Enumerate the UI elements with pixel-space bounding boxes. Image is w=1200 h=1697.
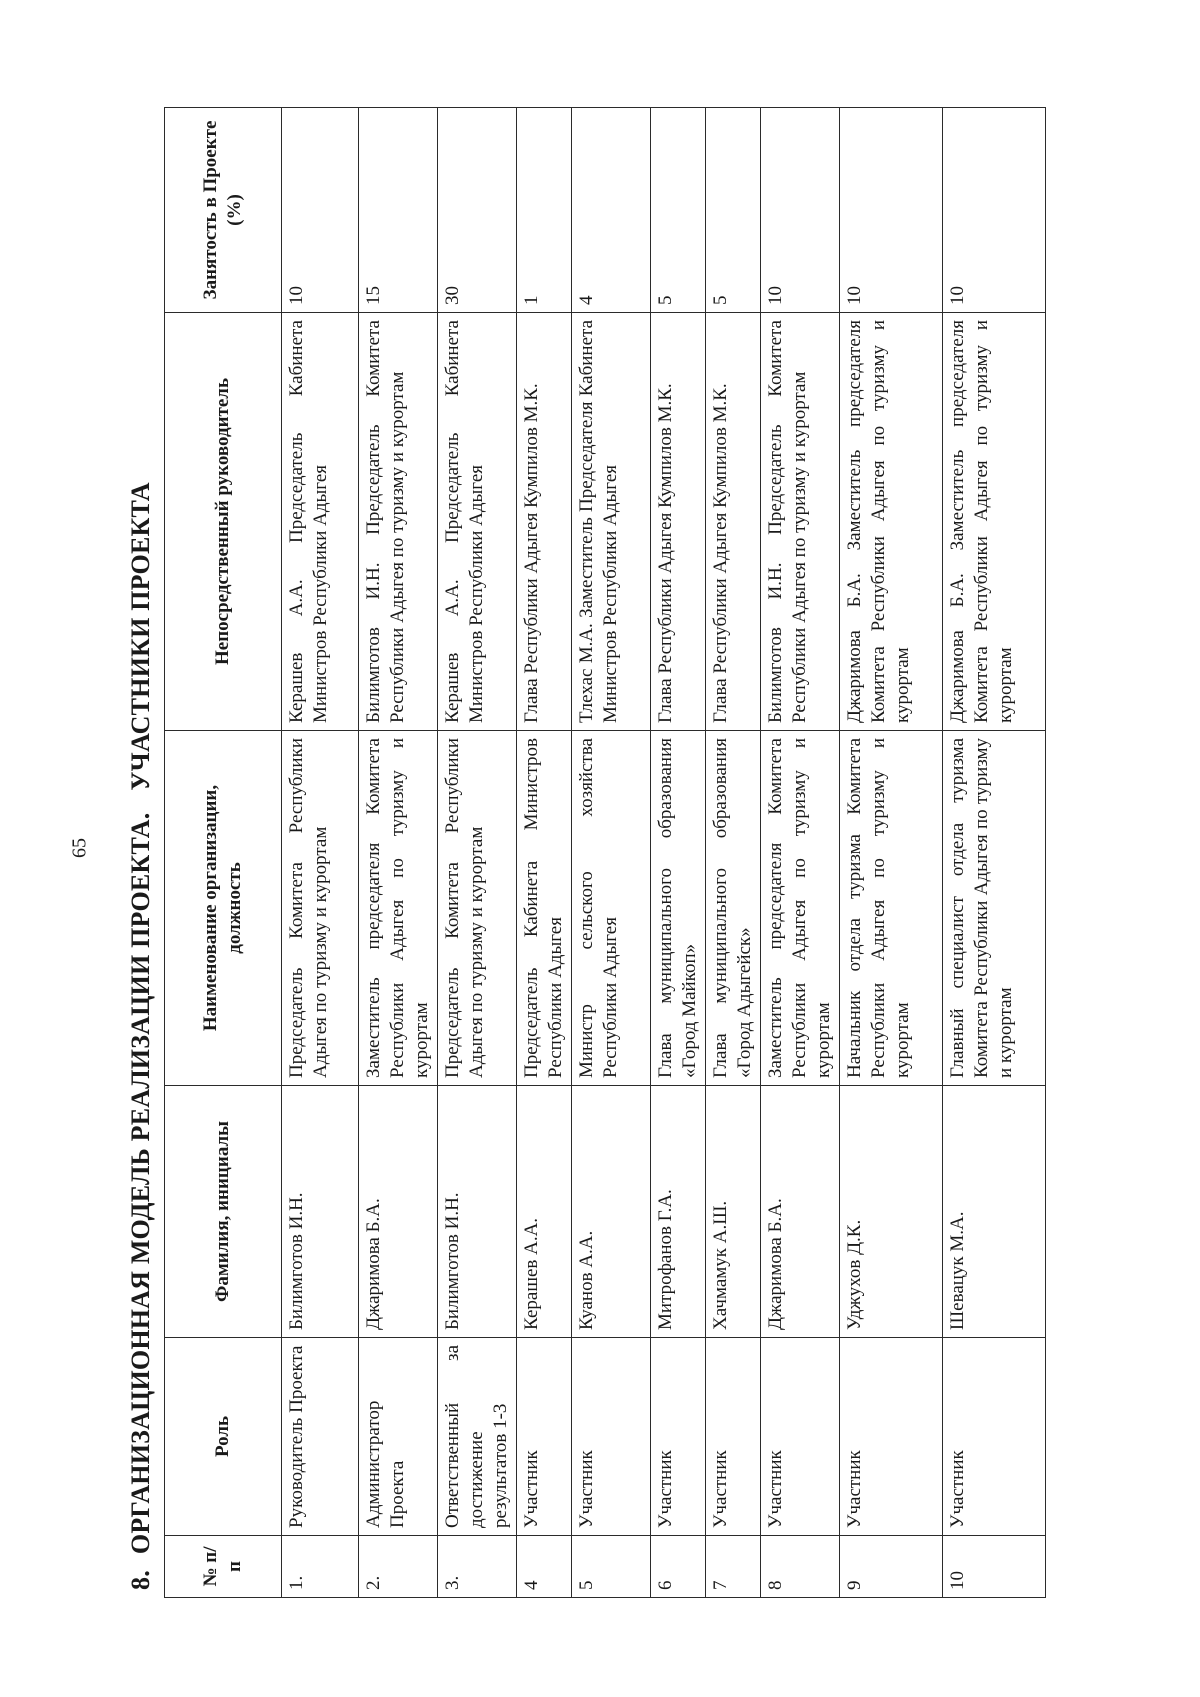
table-row [761,108,840,1598]
cell-manager: Глава Республики Адыгея Кумпилов М.К. [706,313,761,731]
cell-position: Председатель Комитета Республики Адыгея по туризму и курортам [282,731,359,1086]
header-position: Наименование организации, должность [165,731,282,1086]
cell-name: Джаримова Б.А. [761,1086,840,1338]
section-number: 8. [126,1570,155,1590]
cell-name: Шевацук М.А. [943,1086,1046,1338]
table-row [359,108,438,1598]
participants-table [164,107,1046,1598]
cell-name: Митрофанов Г.А. [651,1086,706,1338]
cell-name: Билимготов И.Н. [438,1086,517,1338]
cell-name: Уджухов Д.К. [840,1086,943,1338]
header-manager: Непосредственный руководитель [165,313,282,731]
cell-role: Участник [517,1338,572,1536]
table-row [943,108,1046,1598]
cell-role: Ответственный за достижение результатов 1-3 [438,1338,517,1536]
section-heading [100,98,156,1598]
header-role: Роль [165,1338,282,1536]
cell-load: 10 [943,108,1046,313]
cell-num: 3. [438,1536,517,1598]
cell-load: 10 [282,108,359,313]
page-number: 65 [68,838,91,858]
header-name: Фамилия, инициалы [165,1086,282,1338]
cell-num: 9 [840,1536,943,1598]
cell-role: Участник [761,1338,840,1536]
section-title: ОРГАНИЗАЦИОННАЯ МОДЕЛЬ РЕАЛИЗАЦИИ ПРОЕКТА. [126,812,155,1555]
cell-load: 10 [761,108,840,313]
cell-manager: Джаримова Б.А. Заместитель председателя Комитета Республики Адыгея по туризму и курортам [840,313,943,731]
cell-num: 7 [706,1536,761,1598]
cell-manager: Билимготов И.Н. Председатель Комитета Республики Адыгея по туризму и курортам [359,313,438,731]
table-row [651,108,706,1598]
cell-load: 1 [517,108,572,313]
table-row [438,108,517,1598]
cell-position: Глава муниципального образования «Город Адыгейск» [706,731,761,1086]
table-row [572,108,651,1598]
cell-num: 5 [572,1536,651,1598]
cell-load: 5 [651,108,706,313]
header-load: Занятость в Проекте (%) [165,108,282,313]
header-num: № п/п [165,1536,282,1598]
table-row [706,108,761,1598]
cell-load: 30 [438,108,517,313]
table-row [282,108,359,1598]
cell-name: Билимготов И.Н. [282,1086,359,1338]
cell-role: Участник [840,1338,943,1536]
cell-num: 8 [761,1536,840,1598]
cell-position: Глава муниципального образования «Город Майкоп» [651,731,706,1086]
cell-load: 10 [840,108,943,313]
cell-load: 4 [572,108,651,313]
cell-manager: Билимготов И.Н. Председатель Комитета Республики Адыгея по туризму и курортам [761,313,840,731]
cell-manager: Глава Республики Адыгея Кумпилов М.К. [517,313,572,731]
table-header-row [165,108,282,1598]
cell-num: 4 [517,1536,572,1598]
cell-name: Хачмамук А.Ш. [706,1086,761,1338]
cell-role: Участник [572,1338,651,1536]
rotated-content [100,98,1100,1598]
cell-name: Джаримова Б.А. [359,1086,438,1338]
table-row [517,108,572,1598]
cell-position: Председатель Комитета Республики Адыгея по туризму и курортам [438,731,517,1086]
cell-load: 5 [706,108,761,313]
cell-num: 6 [651,1536,706,1598]
cell-position: Заместитель председателя Комитета Республики Адыгея по туризму и курортам [761,731,840,1086]
cell-manager: Керашев А.А. Председатель Кабинета Министров Республики Адыгея [282,313,359,731]
cell-role: Администратор Проекта [359,1338,438,1536]
cell-position: Начальник отдела туризма Комитета Республики Адыгея по туризму и курортам [840,731,943,1086]
cell-num: 10 [943,1536,1046,1598]
cell-load: 15 [359,108,438,313]
cell-manager: Джаримова Б.А. Заместитель председателя Комитета Республики Адыгея по туризму и курортам [943,313,1046,731]
cell-num: 2. [359,1536,438,1598]
section-subtitle: УЧАСТНИКИ ПРОЕКТА [126,482,155,791]
cell-position: Заместитель председателя Комитета Республики Адыгея по туризму и курортам [359,731,438,1086]
cell-name: Керашев А.А. [517,1086,572,1338]
cell-manager: Тлехас М.А. Заместитель Председателя Кабинета Министров Республики Адыгея [572,313,651,731]
cell-num: 1. [282,1536,359,1598]
cell-role: Участник [651,1338,706,1536]
cell-manager: Глава Республики Адыгея Кумпилов М.К. [651,313,706,731]
table-row [840,108,943,1598]
cell-role: Участник [706,1338,761,1536]
cell-role: Участник [943,1338,1046,1536]
cell-name: Куанов А.А. [572,1086,651,1338]
cell-position: Председатель Кабинета Министров Республики Адыгея [517,731,572,1086]
cell-manager: Керашев А.А. Председатель Кабинета Министров Республики Адыгея [438,313,517,731]
cell-role: Руководитель Проекта [282,1338,359,1536]
cell-position: Министр сельского хозяйства Республики Адыгея [572,731,651,1086]
cell-position: Главный специалист отдела туризма Комитета Республики Адыгея по туризму и курортам [943,731,1046,1086]
